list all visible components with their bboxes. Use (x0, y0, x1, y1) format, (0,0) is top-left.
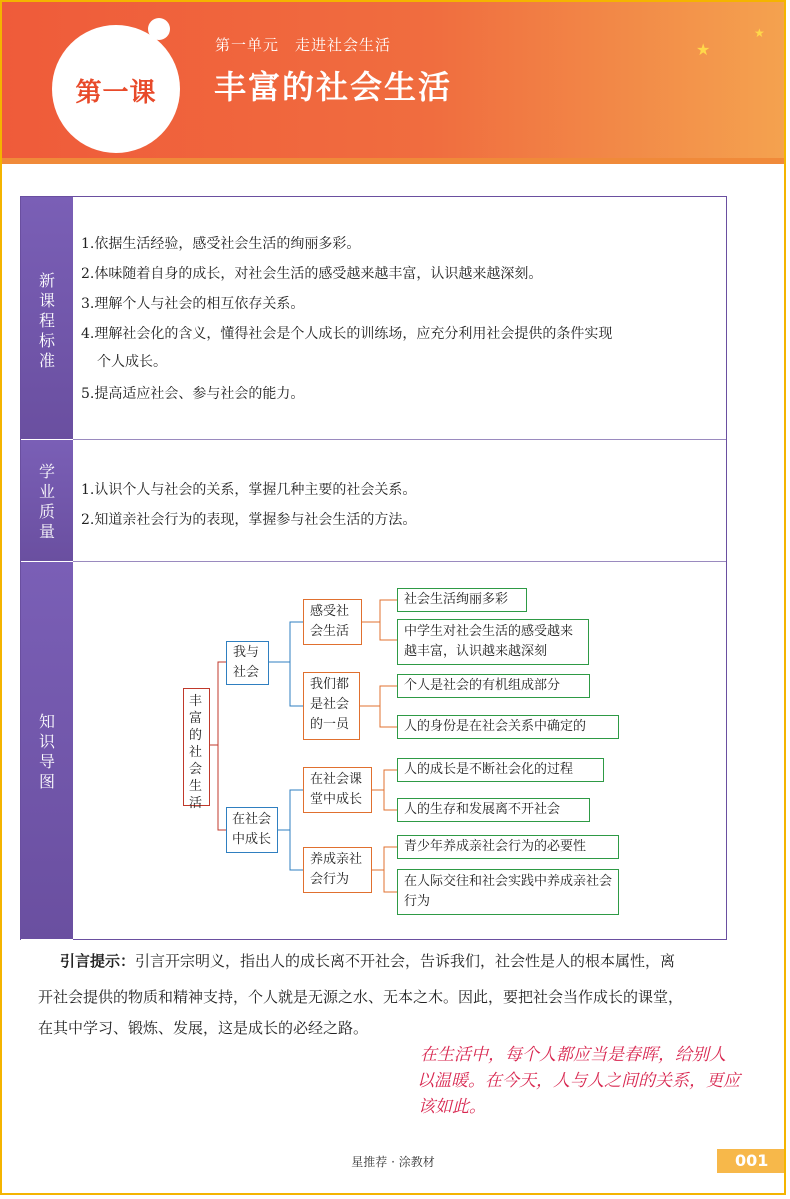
mindmap-l3-node: 个人是社会的有机组成部分 (397, 674, 590, 698)
intro-line (38, 946, 758, 976)
handwritten-note-line: 在生活中，每个人都应当是春晖，给别人 (420, 1045, 726, 1065)
mindmap-l2-node: 养成亲社会行为 (303, 847, 372, 893)
mindmap-l1-node: 我与社会 (226, 641, 269, 685)
star-icon: ★ (754, 26, 765, 40)
connector-l1b-l2b (290, 830, 303, 870)
handwritten-note-line: 以温暖。在今天，人与人之间的关系，更应 (417, 1071, 740, 1091)
connector-l2-l3 (360, 686, 397, 706)
mindmap-l3-node: 社会生活绚丽多彩 (397, 588, 527, 612)
curriculum-item: 2.体味随着自身的成长，对社会生活的感受越来越丰富，认识越来越深刻。 (81, 266, 543, 282)
connector-root-l1a (210, 662, 226, 745)
mindmap-label-text: 知识导图 (38, 712, 55, 791)
mindmap-l3-node: 人的身份是在社会关系中确定的 (397, 715, 619, 739)
unit-title: 第一单元 走进社会生活 (215, 36, 392, 54)
mindmap-l2-node: 在社会课堂中成长 (303, 767, 372, 813)
mindmap-l3-node: 在人际交往和社会实践中养成亲社会行为 (397, 869, 619, 915)
intro-text: 引言开宗明义，指出人的成长离不开社会，告诉我们，社会性是人的根本属性，离 (135, 952, 676, 970)
quality-item: 1.认识个人与社会的关系，掌握几种主要的社会关系。 (81, 482, 417, 498)
intro-line: 开社会提供的物质和精神支持，个人就是无源之水、无本之木。因此，要把社会当作成长的课堂， (38, 988, 684, 1006)
lesson-number: 第一课 (75, 78, 157, 108)
mindmap-l3-node: 青少年养成亲社会行为的必要性 (397, 835, 619, 859)
curriculum-label-text: 新课程标准 (38, 271, 55, 370)
intro-label: 引言提示： (60, 952, 136, 970)
curriculum-item: 5.提高适应社会、参与社会的能力。 (81, 386, 305, 402)
connector-l2-l3 (380, 622, 397, 640)
star-icon: ★ (696, 40, 711, 59)
mindmap-l3-node: 中学生对社会生活的感受越来越丰富，认识越来越深刻 (397, 619, 589, 665)
connector-root-l1b (218, 745, 226, 830)
page-number: 001 (735, 1151, 769, 1170)
connector-l1a-l2 (269, 622, 303, 662)
connector-l2-l3 (372, 770, 397, 790)
mindmap-l2-node: 感受社会生活 (303, 599, 362, 645)
mindmap-l3-node: 人的生存和发展离不开社会 (397, 798, 590, 822)
handwritten-note-line: 该如此。 (418, 1097, 486, 1117)
mindmap-l2-node: 我们都是社会的一员 (303, 672, 360, 740)
connector-l2-l3 (380, 706, 397, 727)
connector-l2-l3 (362, 600, 397, 622)
intro-line: 在其中学习、锻炼、发展，这是成长的必经之路。 (38, 1019, 369, 1037)
connector-l1a-l2b (290, 662, 303, 706)
mindmap-l3-node: 人的成长是不断社会化的过程 (397, 758, 604, 782)
curriculum-item: 4.理解社会化的含义，懂得社会是个人成长的训练场，应充分利用社会提供的条件实现 (81, 326, 613, 342)
footer-text: 星推荐 · 涂教材 (351, 1155, 435, 1169)
connector-l2-l3 (384, 870, 397, 892)
connector-l2-l3 (372, 847, 397, 870)
connector-l1b-l2 (278, 790, 303, 830)
quality-label-text: 学业质量 (38, 462, 55, 541)
connector-l2-l3 (384, 790, 397, 810)
mindmap-l1-node: 在社会中成长 (226, 807, 278, 853)
quality-item: 2.知道亲社会行为的表现，掌握参与社会生活的方法。 (81, 512, 417, 528)
curriculum-item: 个人成长。 (97, 354, 167, 370)
curriculum-item: 1.依据生活经验，感受社会生活的绚丽多彩。 (81, 236, 361, 252)
mindmap-root: 丰富的社会生活 (183, 688, 210, 806)
lesson-title: 丰富的社会生活 (214, 68, 453, 106)
curriculum-item: 3.理解个人与社会的相互依存关系。 (81, 296, 305, 312)
